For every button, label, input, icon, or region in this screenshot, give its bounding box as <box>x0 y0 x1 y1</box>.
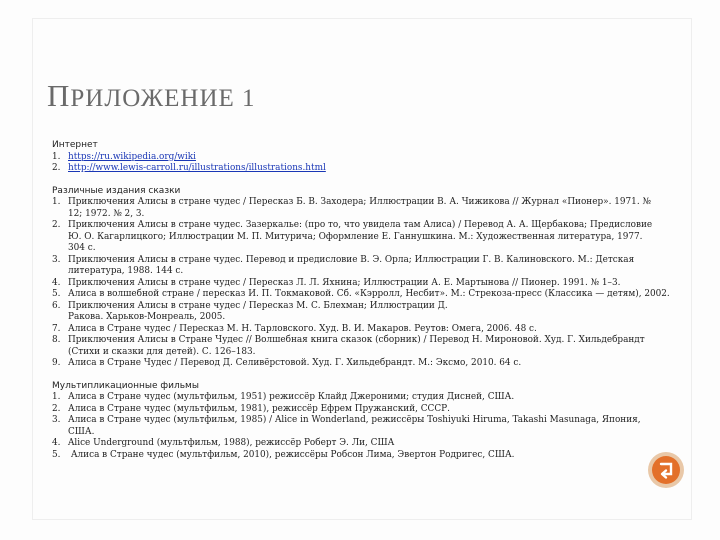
section-heading: Различные издания сказки <box>52 185 181 196</box>
list-item: 5. Алиса в волшебной стране / пересказ И. П. Токмаковой. Сб. «Кэрролл, Несбит». М.: Стрекоза-пресс (Классика — детям), 2002. <box>52 289 670 299</box>
list-item: 2. Алиса в Стране чудес (мультфильм, 1981), режиссёр Ефрем Пружанский, СССР. <box>52 403 450 414</box>
lewis-carroll-link[interactable]: http://www.lewis-carroll.ru/illustrations/illustrations.html <box>68 163 326 173</box>
list-item: 3. Алиса в Стране чудес (мультфильм, 1985) / Alice in Wonderland, режиссёры Toshiyuki Hiruma, Takashi Masunaga, Япония, США. <box>52 415 641 437</box>
wikipedia-link[interactable]: https://ru.wikipedia.org/wiki <box>68 151 196 162</box>
list-item: 5. Алиса в Стране чудес (мультфильм, 2010), режиссёры Робсон Лима, Эвертон Родригес, США. <box>52 449 515 460</box>
section-internet <box>52 140 672 175</box>
list-item: 1. Алиса в Стране чудес (мультфильм, 1951) режиссёр Клайд Джероними; студия Дисней, США. <box>52 392 515 402</box>
list-item: 6. Приключения Алисы в стране чудес / Пересказ М. С. Блехман; Иллюстрации Д. Ракова. Харьков-Монреаль, 2005. <box>52 300 448 322</box>
section-editions <box>52 186 672 370</box>
page-title: ПРИЛОЖЕНИЕ 1 <box>47 78 256 113</box>
return-icon <box>652 456 680 484</box>
list-item: 1. Приключения Алисы в стране чудес / Пересказ Б. В. Заходера; Иллюстрации В. А. Чижикова // Журнал «Пионер». 1971. № 12; 1972. № 2, 3. <box>52 197 651 219</box>
return-button[interactable] <box>648 452 684 488</box>
section-heading: Интернет <box>52 140 98 150</box>
list-item: 4. Alice Underground (мультфильм, 1988), режиссёр Роберт Э. Ли, США <box>52 438 395 448</box>
list-item: 9. Алиса в Стране Чудес / Перевод Д. Селивёрстовой. Худ. Г. Хильдебрандт. М.: Эксмо, 2010. 64 с. <box>52 358 522 368</box>
list-item: 4. Приключения Алисы в стране чудес / Пересказ Л. Л. Яхнина; Иллюстрации А. Е. Мартынова // Пионер. 1991. № 1–3. <box>52 277 621 288</box>
list-item: 2. Приключения Алисы в стране чудес. Зазеркалье: (про то, что увидела там Алиса) / Перевод А. А. Щербакова; Предисловие Ю. О. Кагарлицкого; Иллюстрации М. П. Митурича; Оформление Е. Ганнушкина. М.: Художественная литература, 1977. 304 с. <box>52 220 653 253</box>
section-heading: Мультипликационные фильмы <box>52 380 199 391</box>
list-item: 7. Алиса в Стране чудес / Пересказ М. Н. Тарловского. Худ. В. И. Макаров. Реутов: Омега, 2006. 48 с. <box>52 323 537 334</box>
list-item: 8. Приключения Алисы в Стране Чудес // Волшебная книга сказок (сборник) / Перевод Н. Мироновой. Худ. Г. Хильдебрандт (Стихи и сказки для детей). С. 126–183. <box>52 335 645 357</box>
section-animated-films <box>52 381 672 462</box>
list-item: 3. Приключения Алисы в стране чудес. Перевод и предисловие В. Э. Орла; Иллюстрации Г. В. Калиновского. М.: Детская литература, 1988. 144 с. <box>52 254 635 276</box>
list-item: 1. https://ru.wikipedia.org/wiki <box>52 152 672 164</box>
list-item: 2. http://www.lewis-carroll.ru/illustrations/illustrations.html <box>52 163 672 175</box>
bibliography <box>52 140 672 472</box>
